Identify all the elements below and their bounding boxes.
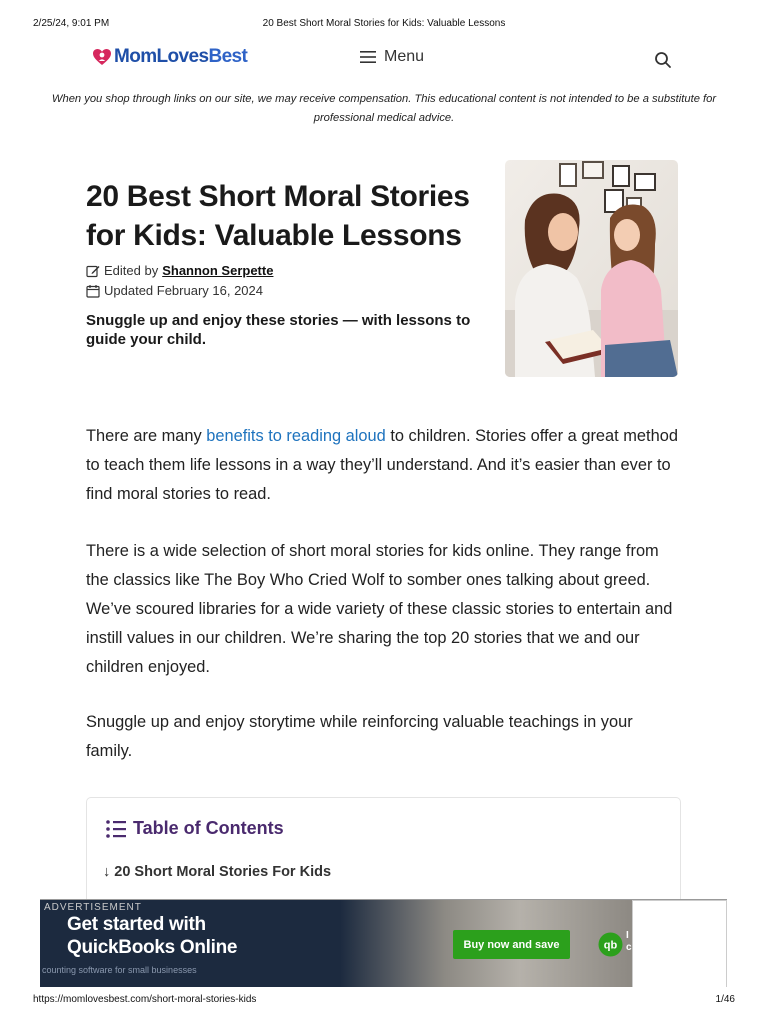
ad-cta-button[interactable]: Buy now and save [453,930,570,959]
ad-brand-text: I c [626,930,632,953]
edited-by [86,263,273,278]
heart-logo-icon [92,47,112,67]
svg-text:qb: qb [603,939,618,952]
affiliate-disclaimer: When you shop through links on our site, we may receive compensation. This educational content is not intended to be a substitute for professional medical advice. [51,93,717,124]
print-page-title: 20 Best Short Moral Stories for Kids: Valuable Lessons [262,18,506,29]
hero-image-mother-reading-to-daughter [505,160,678,377]
toc-title: Table of Contents [133,818,284,838]
updated-label: Updated February 16, 2024 [104,283,263,298]
benefits-reading-aloud-link[interactable]: benefits to reading aloud [206,427,386,445]
site-logo[interactable] [92,44,247,70]
edited-prefix: Edited by [104,263,159,278]
print-page-number: 1/46 [715,994,735,1005]
author-link[interactable]: Shannon Serpette [162,263,274,278]
updated-date [86,283,263,298]
menu-label: Menu [384,48,425,65]
search-icon[interactable] [654,51,672,69]
site-header [0,40,768,78]
toc-header[interactable] [105,818,284,839]
article-title: 20 Best Short Moral Stories for Kids: Valuable Lessons [86,180,470,252]
ad-small-text: counting software for small businesses [42,965,197,975]
print-url: https://momlovesbest.com/short-moral-stories-kids [33,994,257,1005]
list-icon [105,819,127,839]
paragraph-snuggle: Snuggle up and enjoy storytime while reinforcing valuable teachings in your family. [86,713,633,760]
ad-headline: Get started with QuickBooks Online [67,914,238,958]
logo-wordmark: MomLovesBest [114,46,248,67]
advertisement-banner[interactable] [40,899,727,987]
menu-button[interactable] [360,48,424,66]
edit-icon [86,264,100,278]
ad-blank-panel [632,900,727,987]
toc-item[interactable]: ↓ 20 Short Moral Stories For Kids [103,864,332,880]
qb-icon [598,932,623,957]
calendar-icon [86,284,100,298]
ad-label: ADVERTISEMENT [44,902,142,913]
print-header [33,18,735,32]
print-datetime: 2/25/24, 9:01 PM [33,18,110,29]
intro-paragraph: There are many benefits to reading aloud to children. Stories offer a great method to teach them life lessons in a way they’ll understand. And it’s easier than ever to find moral stories to read. [86,427,678,503]
article-subtitle: Snuggle up and enjoy these stories — with lessons to guide your child. [86,312,471,348]
paragraph-selection: There is a wide selection of short moral stories for kids online. They range from the classics like The Boy Who Cried Wolf to somber ones talking about greed. We’ve scoured libraries for a wide variety of these classic stories to entertain and instill values in our children. We’re sharing the top 20 stories that we and our children enjoyed. [86,542,673,676]
hamburger-icon [360,50,376,64]
